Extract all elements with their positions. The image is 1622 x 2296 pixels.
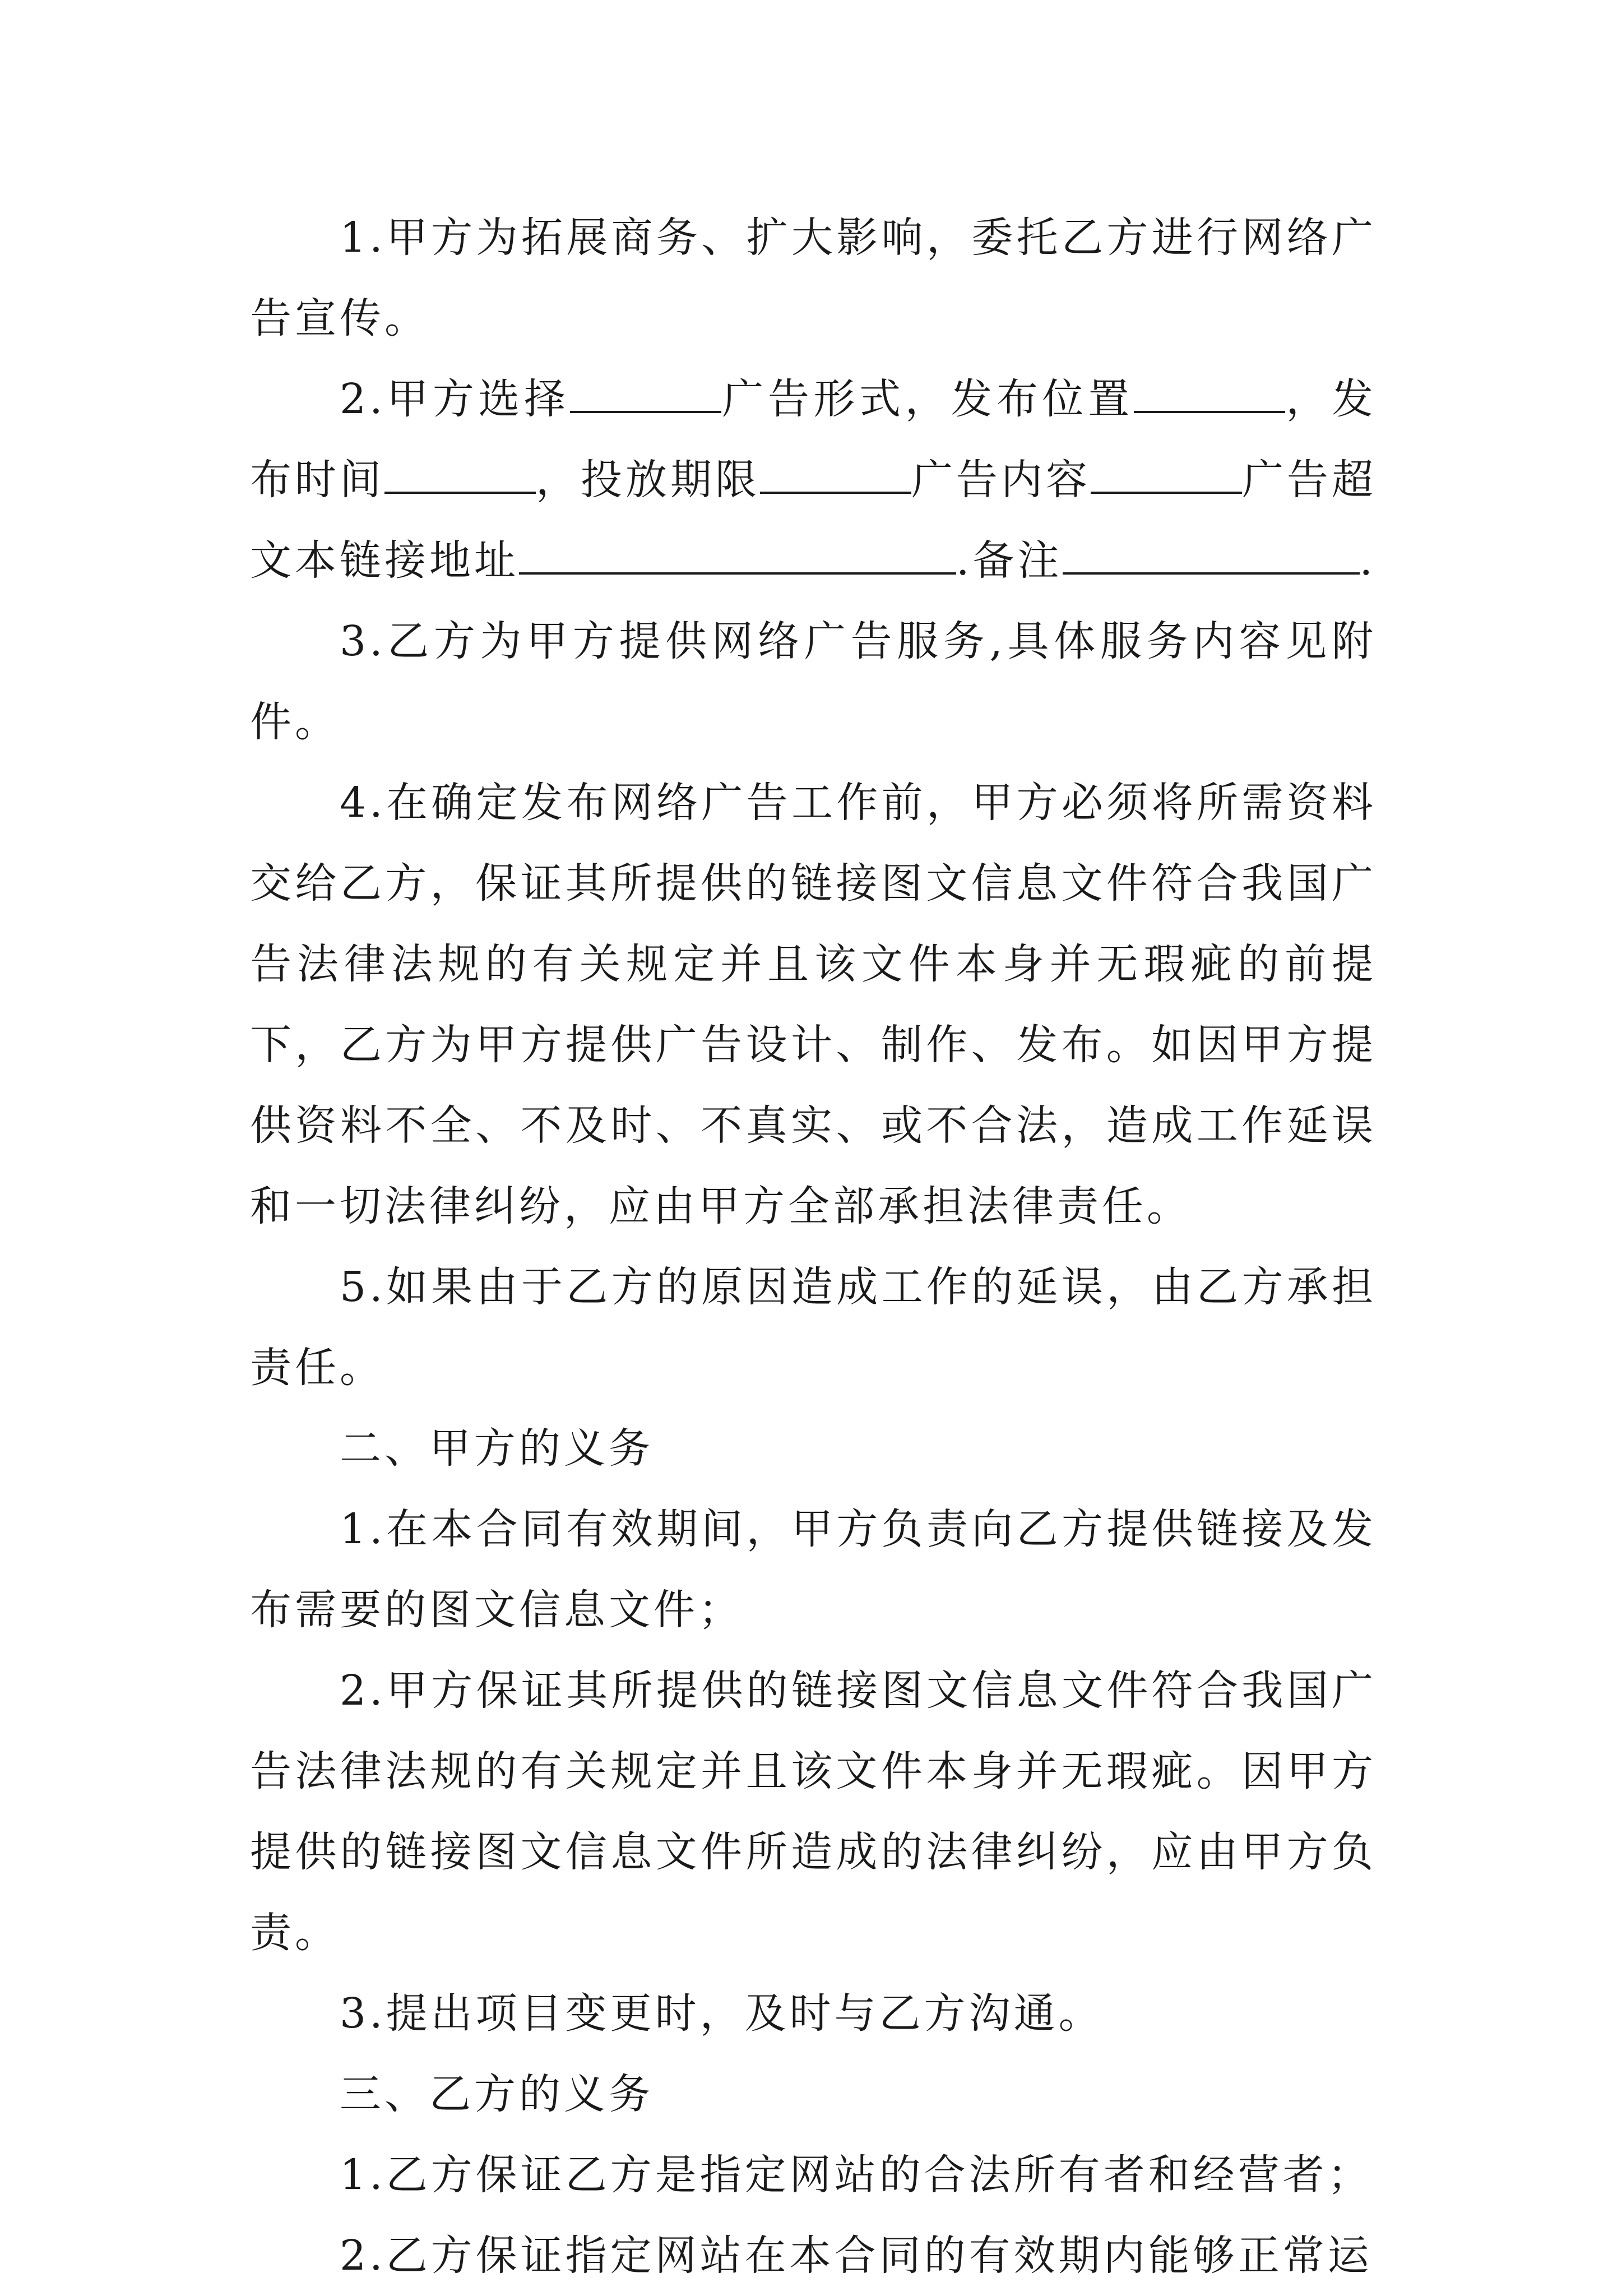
paragraph-9: 1.乙方保证乙方是指定网站的合法所有者和经营者；: [340, 2151, 1373, 2199]
paragraph-7: 2.甲方保证其所提供的链接图文信息文件符合我国广告法律法规的有关规定并且该文件本身并无瑕疵。因甲方提供的链接图文信息文件所造成的法律纠纷，应由甲方负责。: [250, 1667, 1377, 1957]
paragraph-2-text-6: 广告超文本链接地址: [250, 456, 1377, 585]
paragraph-6: 1.在本合同有效期间，甲方负责向乙方提供链接及发布需要的图文信息文件；: [250, 1505, 1377, 1634]
blank-link-address: [519, 539, 956, 575]
paragraph-2: [250, 359, 1377, 601]
blank-ad-format: [570, 377, 721, 413]
paragraph-2-text-1: 2.甲方选择: [340, 375, 570, 423]
paragraph-2-text-8: .: [1359, 536, 1377, 585]
paragraph-1: 1.甲方为拓展商务、扩大影响，委托乙方进行网络广告宣传。: [250, 214, 1377, 342]
blank-content: [1091, 458, 1242, 494]
paragraph-3: 3.乙方为甲方提供网络广告服务,具体服务内容见附件。: [250, 617, 1377, 746]
section-heading-2: 二、甲方的义务: [340, 1424, 654, 1473]
blank-time: [384, 458, 536, 494]
paragraph-2-text-3: ，发布时间: [250, 375, 1377, 504]
paragraph-4: 4.在确定发布网络广告工作前，甲方必须将所需资料交给乙方，保证其所提供的链接图文信息文件符合我国广告法律法规的有关规定并且该文件本身并无瑕疵的前提下，乙方为甲方提供广告设计、制作、发布。如因甲方提供资料不全、不及时、不真实、或不合法，造成工作延误和一切法律纠纷，应由甲方全部承担法律责任。: [250, 779, 1377, 1230]
blank-remark: [1063, 539, 1360, 575]
paragraph-5: 5.如果由于乙方的原因造成工作的延误，由乙方承担责任。: [250, 1263, 1377, 1392]
blank-position: [1134, 377, 1285, 413]
section-heading-3: 三、乙方的义务: [340, 2070, 654, 2118]
paragraph-2-text-4: ，投放期限: [536, 456, 760, 504]
paragraph-2-text-2: 广告形式，发布位置: [721, 375, 1134, 423]
paragraph-8: 3.提出项目变更时，及时与乙方沟通。: [340, 1989, 1104, 2038]
paragraph-2-text-5: 广告内容: [911, 456, 1091, 504]
blank-period: [760, 458, 911, 494]
paragraph-2-text-7: .备注: [956, 536, 1063, 585]
document-body: [250, 197, 1377, 2296]
paragraph-10: 2.乙方保证指定网站在本合同的有效期内能够正常运: [340, 2232, 1373, 2280]
